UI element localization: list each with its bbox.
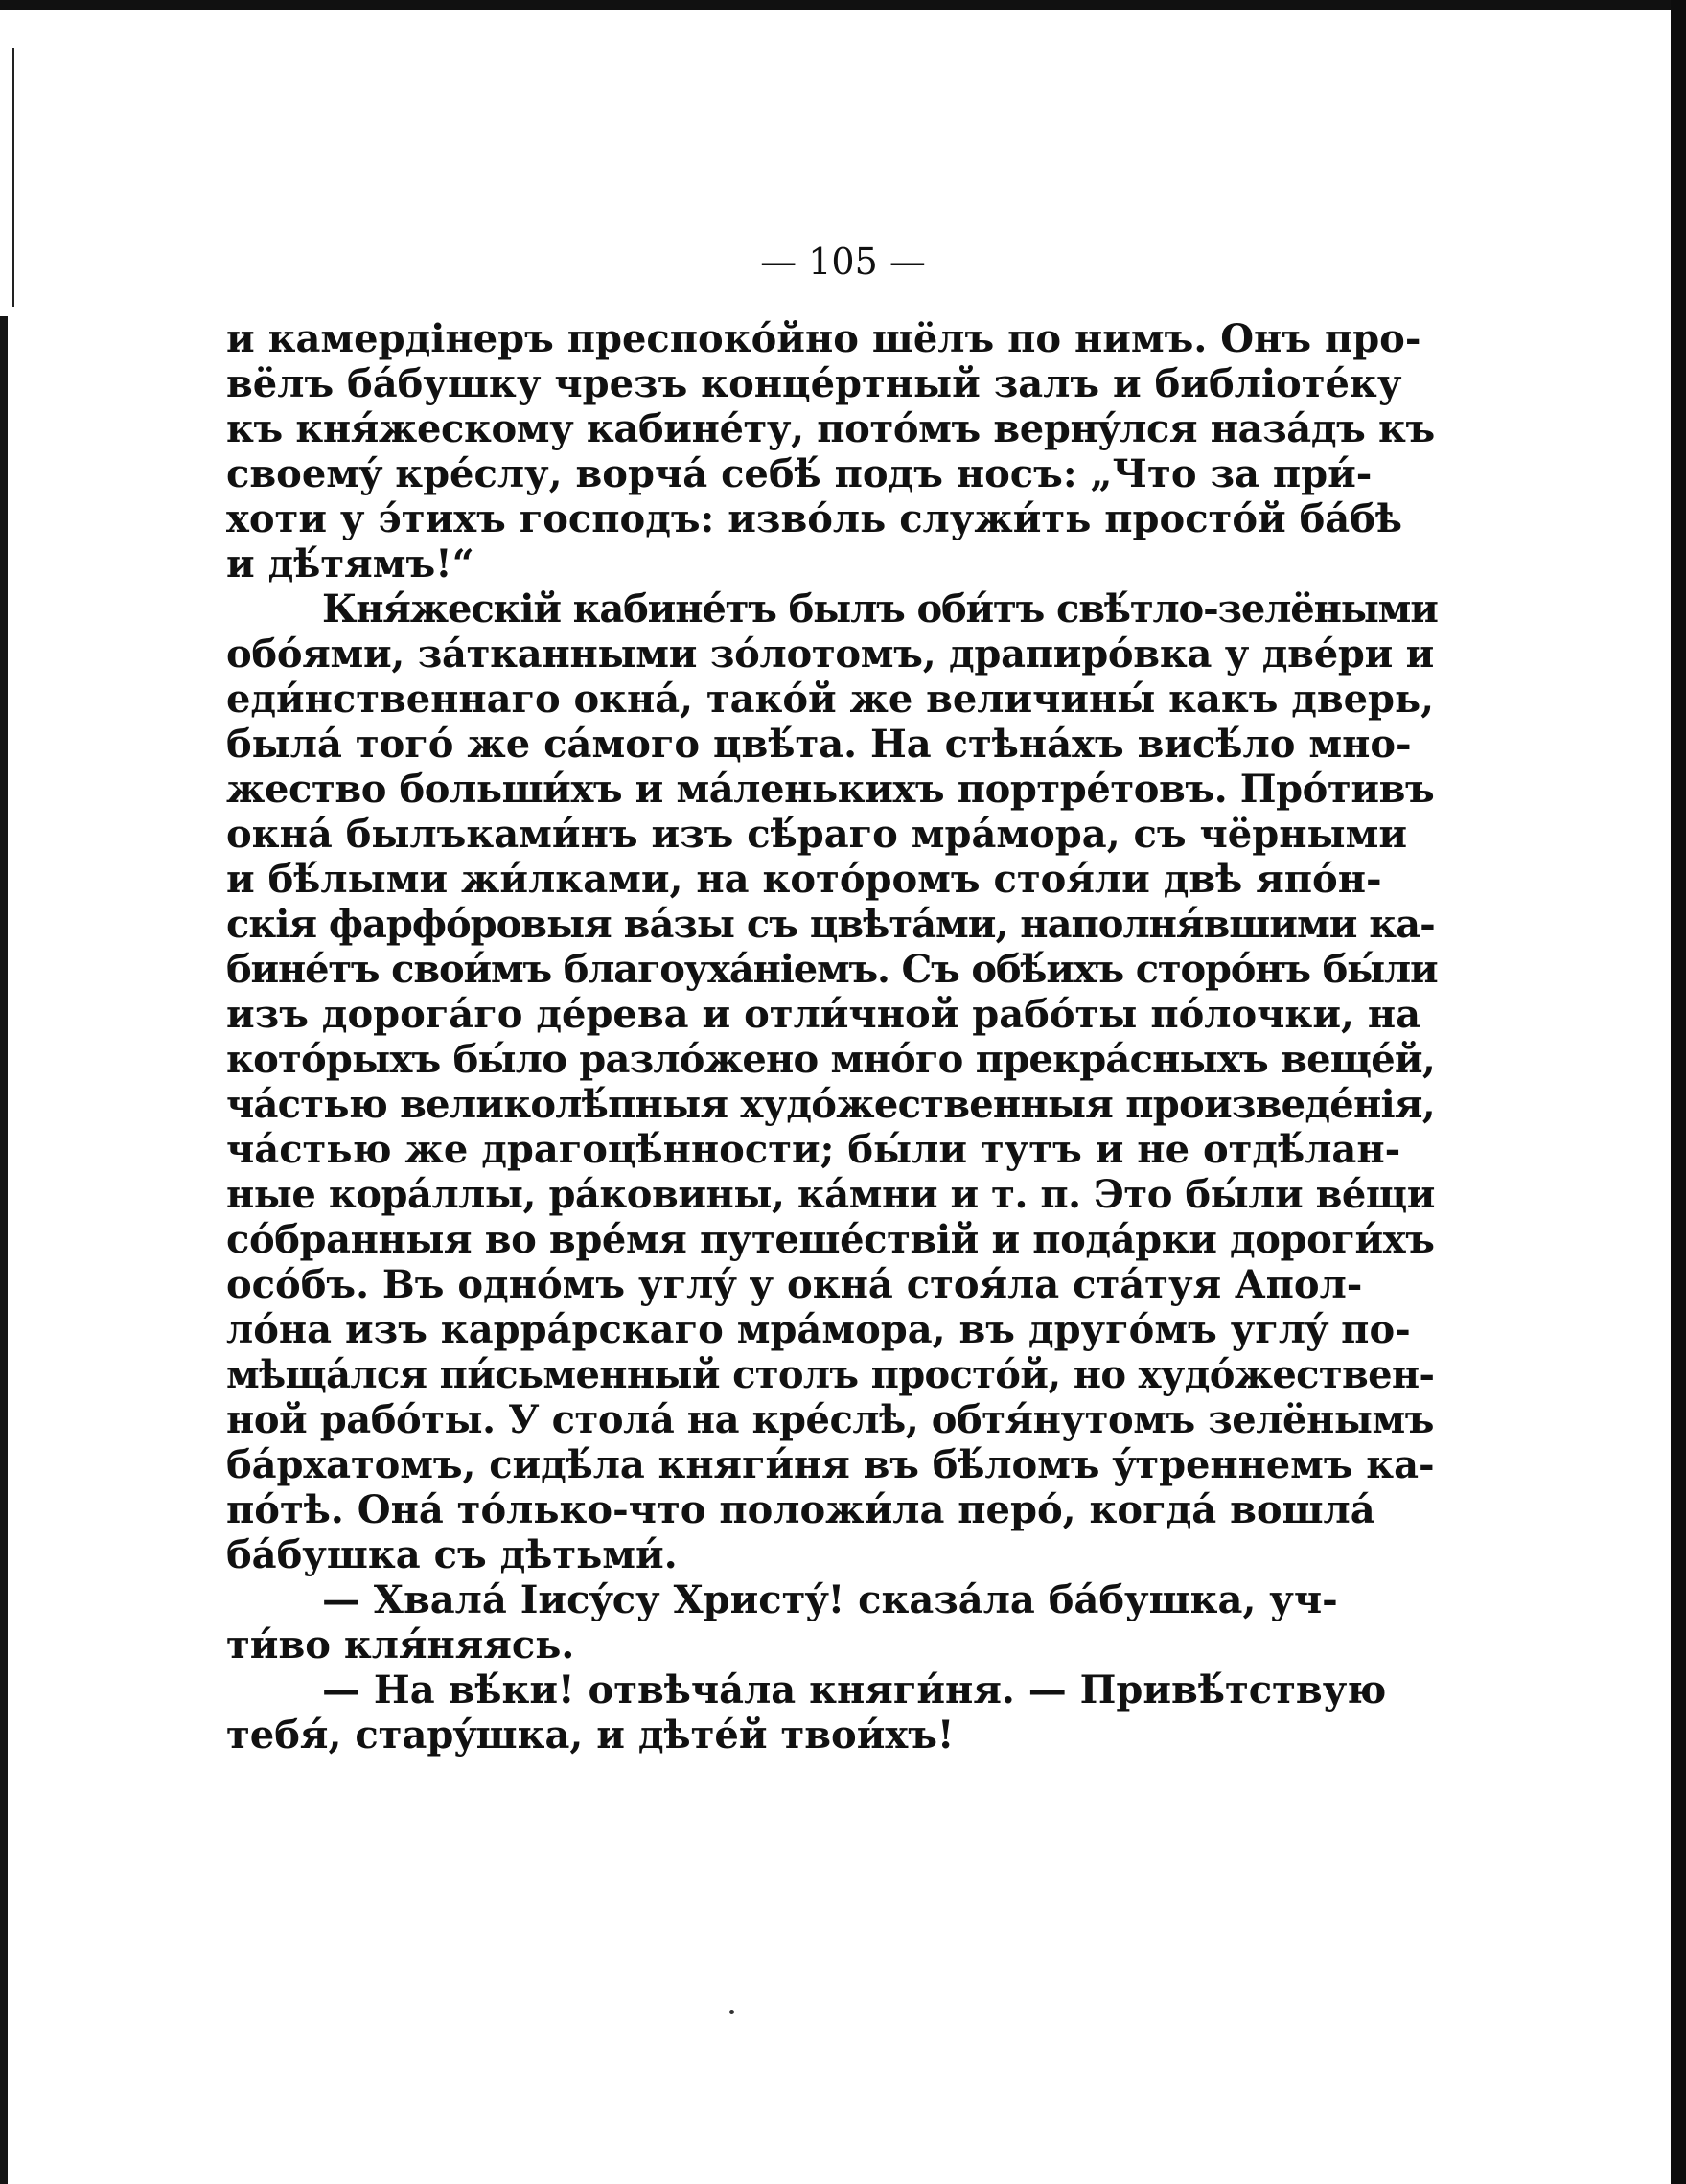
body-text xyxy=(226,316,1438,1758)
text-line: и бѣ́лыми жи́лками, на котóромъ стоя́ли двѣ япóн- xyxy=(226,857,1382,902)
text-line: мѣщáлся пи́сьменный столъ простóй, но худóжествен- xyxy=(226,1352,1435,1397)
text-line: котóрыхъ бы́ло разлóжено мнóго прекрáсныхъ вещéй, xyxy=(226,1037,1435,1082)
text-line: тебя́, старýшка, и дѣтéй твои́хъ! xyxy=(226,1713,955,1758)
text-line: своемý крéслу, ворчá себѣ́ подъ носъ: „Что за при́- xyxy=(226,451,1373,496)
scan-left-edge xyxy=(0,316,8,2184)
dialogue-line: — На вѣ́ки! отвѣчáла княги́ня. — Привѣ́тствую xyxy=(322,1667,1387,1713)
text-line: былá тогó же сáмого цвѣ́та. На стѣнáхъ висѣ́ло мно- xyxy=(226,722,1412,767)
text-line: лóна изъ каррáрскаго мрáмора, въ другóмъ углý по- xyxy=(226,1307,1411,1352)
text-line: чáстью великолѣ́пныя худóжественныя произведéнія, xyxy=(226,1082,1435,1127)
paragraph-start-line: Кня́жескій кабинéтъ былъ оби́тъ свѣ́тло-зелёными xyxy=(322,586,1438,632)
text-line: вёлъ бáбушку чрезъ концéртный залъ и библіотéку xyxy=(226,361,1402,406)
text-line: бинéтъ свои́мъ благоухáніемъ. Съ обѣ́ихъ сторóнъ бы́ли xyxy=(226,947,1438,992)
text-line: ной рабóты. У столá на крéслѣ, обтя́нутомъ зелёнымъ xyxy=(226,1397,1435,1442)
text-line: пóтѣ. Онá тóлько-что положи́ла перó, когдá вошлá xyxy=(226,1487,1375,1532)
text-line: изъ дорогáго дéрева и отли́чной рабóты пóлочки, на xyxy=(226,992,1421,1037)
scan-right-edge xyxy=(1671,0,1686,2184)
text-line: и дѣ́тямъ!“ xyxy=(226,541,474,586)
text-line: окнá былъками́нъ изъ сѣ́раго мрáмора, съ чёрными xyxy=(226,812,1407,857)
text-line: сóбранныя во врéмя путешéствій и подáрки дороги́хъ xyxy=(226,1217,1435,1262)
text-line: и камердінеръ преспокóйно шёлъ по нимъ. Онъ про- xyxy=(226,316,1421,361)
text-line: еди́нственнаго окнá, такóй же величины́ какъ дверь, xyxy=(226,677,1434,722)
text-line: скія фарфóровыя вáзы съ цвѣтáми, наполня́вшими ка- xyxy=(226,902,1435,947)
text-line: ные корáллы, рáковины, кáмни и т. п. Это бы́ли вéщи xyxy=(226,1172,1435,1217)
scan-speck xyxy=(729,2010,734,2014)
text-line: чáстью же драгоцѣ́нности; бы́ли тутъ и не отдѣ́лан- xyxy=(226,1127,1401,1172)
text-line: къ кня́жескому кабинéту, потóмъ вернýлся назáдъ къ xyxy=(226,406,1435,451)
page-number: — 105 — xyxy=(760,241,926,283)
text-line: осóбъ. Въ однóмъ углý у окнá стоя́ла стáтуя Апол- xyxy=(226,1262,1363,1307)
text-line: ти́во кля́няясь. xyxy=(226,1622,575,1667)
text-line: бáрхатомъ, сидѣ́ла княги́ня въ бѣ́ломъ ýтреннемъ ка- xyxy=(226,1442,1435,1487)
text-line: обóями, зáтканными зóлотомъ, драпирóвка у двéри и xyxy=(226,632,1435,677)
dialogue-line: — Хвалá Іисýсу Христý! сказáла бáбушка, уч- xyxy=(322,1577,1338,1622)
text-line: хоти у э́тихъ господъ: извóль служи́ть простóй бáбѣ xyxy=(226,496,1403,541)
text-line: бáбушка съ дѣтьми́. xyxy=(226,1532,678,1577)
scan-top-edge xyxy=(0,0,1686,10)
text-line: жество больши́хъ и мáленькихъ портрéтовъ. Прóтивъ xyxy=(226,767,1435,812)
